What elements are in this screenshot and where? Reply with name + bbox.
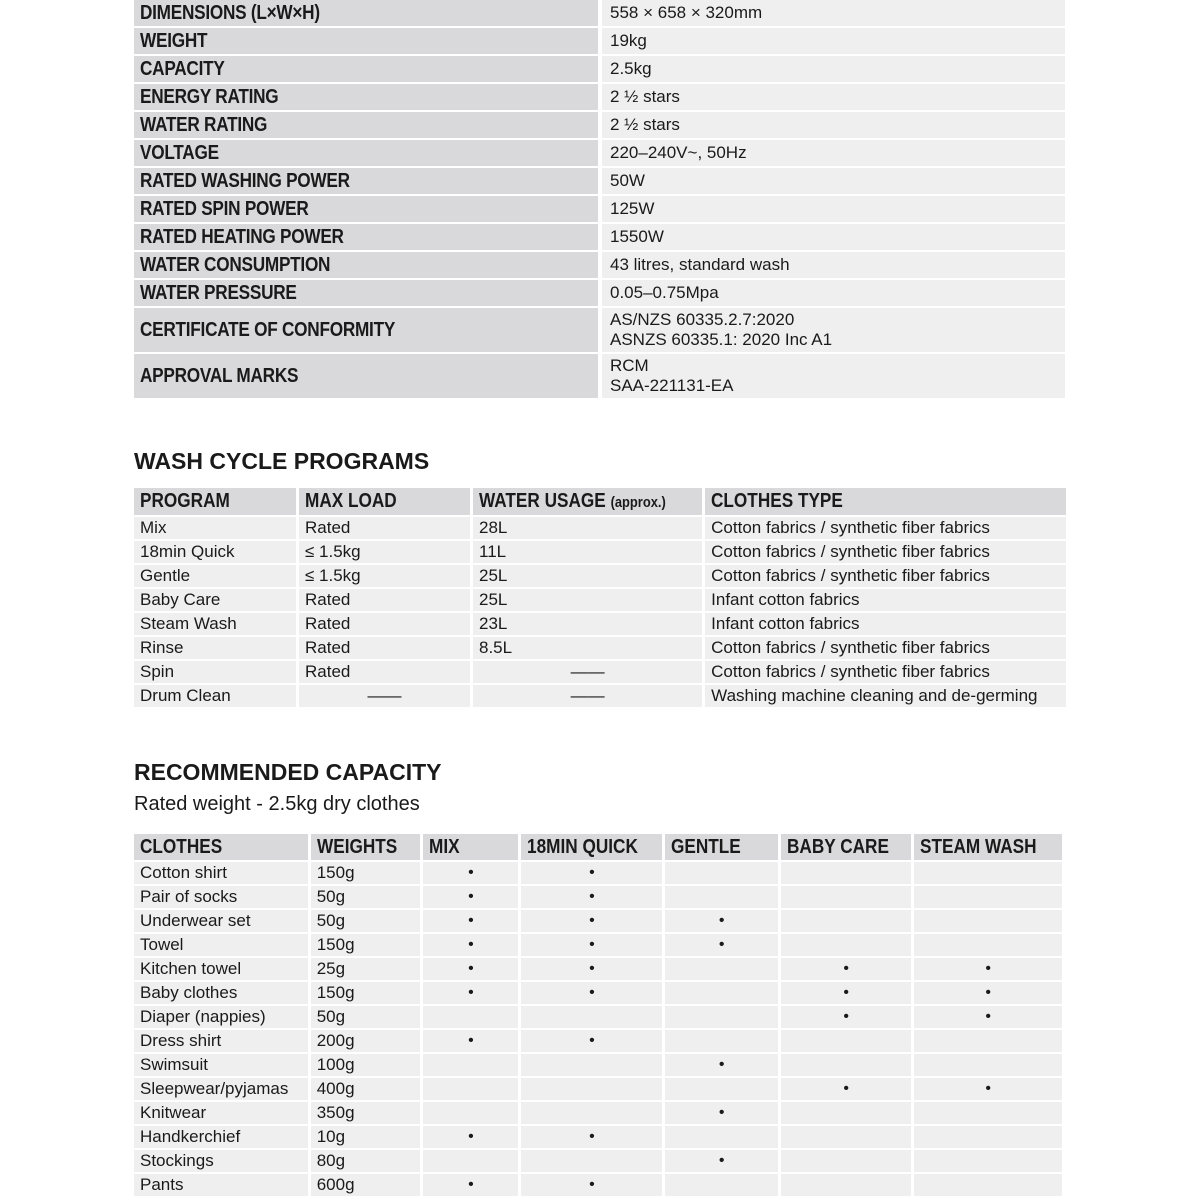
- clothes-weight: 350g: [309, 1101, 422, 1125]
- suitability-quick: [520, 1005, 664, 1029]
- clothes-item: Towel: [134, 933, 309, 957]
- program-name: 18min Quick: [134, 540, 298, 564]
- spec-value-line: SAA-221131-EA: [610, 376, 734, 395]
- suitability-baby: [779, 861, 913, 885]
- suitability-baby: •: [779, 957, 913, 981]
- capacity-row: [134, 957, 1062, 981]
- col-water-usage: WATER USAGE (approx.): [472, 488, 704, 516]
- clothes-weight: 200g: [309, 1029, 422, 1053]
- capacity-row: [134, 885, 1062, 909]
- program-max-load: ≤ 1.5kg: [298, 540, 472, 564]
- suitability-quick: •: [520, 1173, 664, 1197]
- suitability-quick: [520, 1149, 664, 1173]
- spec-value: 50W: [600, 167, 1065, 195]
- program-max-load: Rated: [298, 636, 472, 660]
- suitability-steam: [913, 1125, 1062, 1149]
- clothes-weight: 400g: [309, 1077, 422, 1101]
- clothes-weight: 150g: [309, 861, 422, 885]
- suitability-quick: •: [520, 1125, 664, 1149]
- spec-label: RATED SPIN POWER: [134, 195, 600, 223]
- program-clothes-type: Cotton fabrics / synthetic fiber fabrics: [704, 660, 1066, 684]
- suitability-mix: •: [422, 933, 520, 957]
- suitability-mix: [422, 1077, 520, 1101]
- spec-row: [134, 167, 1065, 195]
- program-clothes-type: Cotton fabrics / synthetic fiber fabrics: [704, 540, 1066, 564]
- program-clothes-type: Cotton fabrics / synthetic fiber fabrics: [704, 516, 1066, 540]
- program-name: Gentle: [134, 564, 298, 588]
- program-clothes-type: Washing machine cleaning and de-germing: [704, 684, 1066, 708]
- suitability-quick: •: [520, 861, 664, 885]
- program-water-usage: ——: [472, 684, 704, 708]
- suitability-baby: [779, 1173, 913, 1197]
- program-max-load: Rated: [298, 612, 472, 636]
- suitability-quick: [520, 1077, 664, 1101]
- spec-label: WATER CONSUMPTION: [134, 251, 600, 279]
- col-clothes: CLOTHES: [134, 834, 309, 861]
- spec-row: [134, 139, 1065, 167]
- suitability-gentle: [664, 1173, 779, 1197]
- capacity-row: [134, 1029, 1062, 1053]
- program-max-load: Rated: [298, 660, 472, 684]
- suitability-gentle: •: [664, 909, 779, 933]
- spec-label: RATED HEATING POWER: [134, 223, 600, 251]
- suitability-quick: •: [520, 909, 664, 933]
- spec-value-line: ASNZS 60335.1: 2020 Inc A1: [610, 330, 833, 349]
- spec-value: 220–240V~, 50Hz: [600, 139, 1065, 167]
- suitability-gentle: [664, 1077, 779, 1101]
- suitability-mix: [422, 1101, 520, 1125]
- spec-value: [600, 353, 1065, 399]
- program-row: [134, 684, 1066, 708]
- program-max-load: ≤ 1.5kg: [298, 564, 472, 588]
- program-water-usage: 23L: [472, 612, 704, 636]
- suitability-baby: [779, 933, 913, 957]
- suitability-gentle: [664, 1125, 779, 1149]
- program-name: Spin: [134, 660, 298, 684]
- suitability-mix: •: [422, 909, 520, 933]
- programs-header-row: [134, 488, 1066, 516]
- clothes-item: Knitwear: [134, 1101, 309, 1125]
- program-max-load: Rated: [298, 516, 472, 540]
- capacity-row: [134, 933, 1062, 957]
- suitability-mix: •: [422, 981, 520, 1005]
- clothes-item: Handkerchief: [134, 1125, 309, 1149]
- spec-row: [134, 251, 1065, 279]
- capacity-row: [134, 1077, 1062, 1101]
- spec-value: 0.05–0.75Mpa: [600, 279, 1065, 307]
- program-water-usage: 11L: [472, 540, 704, 564]
- suitability-quick: •: [520, 957, 664, 981]
- spec-row: [134, 111, 1065, 139]
- suitability-steam: •: [913, 1005, 1062, 1029]
- col-18min-quick: 18MIN QUICK: [520, 834, 664, 861]
- suitability-mix: [422, 1053, 520, 1077]
- suitability-gentle: [664, 957, 779, 981]
- spec-value: 19kg: [600, 27, 1065, 55]
- suitability-quick: [520, 1101, 664, 1125]
- programs-table: [134, 488, 1066, 709]
- clothes-weight: 25g: [309, 957, 422, 981]
- spec-value-line: RCM: [610, 356, 649, 375]
- col-gentle: GENTLE: [664, 834, 779, 861]
- program-row: [134, 612, 1066, 636]
- suitability-steam: [913, 909, 1062, 933]
- spec-row: [134, 307, 1065, 353]
- suitability-steam: •: [913, 981, 1062, 1005]
- spec-row: [134, 83, 1065, 111]
- suitability-steam: [913, 933, 1062, 957]
- program-clothes-type: Infant cotton fabrics: [704, 588, 1066, 612]
- capacity-title: RECOMMENDED CAPACITY: [134, 759, 442, 785]
- suitability-steam: [913, 1101, 1062, 1125]
- clothes-item: Diaper (nappies): [134, 1005, 309, 1029]
- capacity-row: [134, 909, 1062, 933]
- suitability-gentle: •: [664, 1053, 779, 1077]
- program-max-load: Rated: [298, 588, 472, 612]
- clothes-weight: 600g: [309, 1173, 422, 1197]
- suitability-baby: [779, 1029, 913, 1053]
- clothes-item: Pair of socks: [134, 885, 309, 909]
- program-row: [134, 564, 1066, 588]
- water-usage-note: (approx.): [610, 494, 666, 511]
- suitability-quick: •: [520, 981, 664, 1005]
- programs-body: [134, 516, 1066, 708]
- suitability-gentle: •: [664, 1149, 779, 1173]
- suitability-mix: •: [422, 885, 520, 909]
- clothes-item: Pants: [134, 1173, 309, 1197]
- spec-row: [134, 223, 1065, 251]
- capacity-row: [134, 1149, 1062, 1173]
- suitability-steam: [913, 1149, 1062, 1173]
- clothes-weight: 80g: [309, 1149, 422, 1173]
- clothes-weight: 150g: [309, 933, 422, 957]
- clothes-item: Swimsuit: [134, 1053, 309, 1077]
- program-row: [134, 540, 1066, 564]
- spec-row: [134, 195, 1065, 223]
- capacity-table: [134, 834, 1062, 1198]
- clothes-weight: 150g: [309, 981, 422, 1005]
- spec-label: WATER RATING: [134, 111, 600, 139]
- suitability-quick: [520, 1053, 664, 1077]
- suitability-mix: •: [422, 1125, 520, 1149]
- program-name: Steam Wash: [134, 612, 298, 636]
- suitability-baby: [779, 1149, 913, 1173]
- program-name: Mix: [134, 516, 298, 540]
- col-baby-care: BABY CARE: [779, 834, 913, 861]
- suitability-quick: •: [520, 933, 664, 957]
- spec-value: 43 litres, standard wash: [600, 251, 1065, 279]
- col-clothes-type: CLOTHES TYPE: [704, 488, 1066, 516]
- spec-label: CERTIFICATE OF CONFORMITY: [134, 307, 600, 353]
- col-weights: WEIGHTS: [309, 834, 422, 861]
- suitability-mix: •: [422, 1029, 520, 1053]
- program-water-usage: 8.5L: [472, 636, 704, 660]
- clothes-item: Dress shirt: [134, 1029, 309, 1053]
- clothes-weight: 50g: [309, 885, 422, 909]
- suitability-steam: [913, 1173, 1062, 1197]
- program-row: [134, 660, 1066, 684]
- spec-label: WATER PRESSURE: [134, 279, 600, 307]
- spec-label: WEIGHT: [134, 27, 600, 55]
- suitability-baby: •: [779, 1005, 913, 1029]
- program-water-usage: 25L: [472, 588, 704, 612]
- clothes-weight: 50g: [309, 909, 422, 933]
- program-name: Drum Clean: [134, 684, 298, 708]
- suitability-quick: •: [520, 885, 664, 909]
- clothes-weight: 100g: [309, 1053, 422, 1077]
- program-row: [134, 636, 1066, 660]
- suitability-steam: •: [913, 1077, 1062, 1101]
- capacity-row: [134, 981, 1062, 1005]
- spec-label: CAPACITY: [134, 55, 600, 83]
- program-name: Rinse: [134, 636, 298, 660]
- spec-value: 2 ½ stars: [600, 83, 1065, 111]
- col-mix: MIX: [422, 834, 520, 861]
- spec-row: [134, 27, 1065, 55]
- program-water-usage: 25L: [472, 564, 704, 588]
- capacity-body: [134, 861, 1062, 1197]
- spec-label: ENERGY RATING: [134, 83, 600, 111]
- clothes-item: Stockings: [134, 1149, 309, 1173]
- capacity-subtitle: Rated weight - 2.5kg dry clothes: [134, 793, 420, 815]
- spec-value: 1550W: [600, 223, 1065, 251]
- program-water-usage: 28L: [472, 516, 704, 540]
- spec-value: 125W: [600, 195, 1065, 223]
- spec-value: [600, 307, 1065, 353]
- capacity-row: [134, 861, 1062, 885]
- spec-row: [134, 353, 1065, 399]
- clothes-weight: 10g: [309, 1125, 422, 1149]
- spec-label: APPROVAL MARKS: [134, 353, 600, 399]
- capacity-row: [134, 1053, 1062, 1077]
- suitability-baby: [779, 909, 913, 933]
- suitability-steam: [913, 1029, 1062, 1053]
- clothes-item: Kitchen towel: [134, 957, 309, 981]
- suitability-gentle: [664, 861, 779, 885]
- capacity-row: [134, 1005, 1062, 1029]
- clothes-item: Underwear set: [134, 909, 309, 933]
- spec-label: DIMENSIONS (L×W×H): [134, 0, 600, 27]
- suitability-baby: [779, 1053, 913, 1077]
- clothes-item: Cotton shirt: [134, 861, 309, 885]
- col-steam-wash: STEAM WASH: [913, 834, 1062, 861]
- spec-value: 2 ½ stars: [600, 111, 1065, 139]
- suitability-quick: •: [520, 1029, 664, 1053]
- capacity-row: [134, 1101, 1062, 1125]
- program-clothes-type: Cotton fabrics / synthetic fiber fabrics: [704, 636, 1066, 660]
- spec-label: VOLTAGE: [134, 139, 600, 167]
- suitability-gentle: •: [664, 933, 779, 957]
- spec-row: [134, 279, 1065, 307]
- program-row: [134, 516, 1066, 540]
- program-clothes-type: Cotton fabrics / synthetic fiber fabrics: [704, 564, 1066, 588]
- suitability-steam: [913, 861, 1062, 885]
- suitability-gentle: [664, 885, 779, 909]
- spec-value: 558 × 658 × 320mm: [600, 0, 1065, 27]
- capacity-row: [134, 1125, 1062, 1149]
- suitability-mix: •: [422, 861, 520, 885]
- col-max-load: MAX LOAD: [298, 488, 472, 516]
- capacity-row: [134, 1173, 1062, 1197]
- spec-label: RATED WASHING POWER: [134, 167, 600, 195]
- program-water-usage: ——: [472, 660, 704, 684]
- suitability-gentle: [664, 1005, 779, 1029]
- suitability-mix: [422, 1005, 520, 1029]
- spec-row: [134, 55, 1065, 83]
- suitability-gentle: [664, 1029, 779, 1053]
- spec-table: [134, 0, 1065, 400]
- spec-value-line: AS/NZS 60335.2.7:2020: [610, 310, 795, 329]
- suitability-baby: [779, 1125, 913, 1149]
- program-max-load: ——: [298, 684, 472, 708]
- suitability-steam: [913, 885, 1062, 909]
- suitability-baby: [779, 1101, 913, 1125]
- suitability-steam: [913, 1053, 1062, 1077]
- spec-row: [134, 0, 1065, 27]
- suitability-mix: •: [422, 957, 520, 981]
- suitability-baby: •: [779, 1077, 913, 1101]
- suitability-gentle: [664, 981, 779, 1005]
- suitability-baby: [779, 885, 913, 909]
- program-row: [134, 588, 1066, 612]
- spec-value: 2.5kg: [600, 55, 1065, 83]
- suitability-mix: [422, 1149, 520, 1173]
- program-clothes-type: Infant cotton fabrics: [704, 612, 1066, 636]
- capacity-header-row: [134, 834, 1062, 861]
- clothes-weight: 50g: [309, 1005, 422, 1029]
- suitability-baby: •: [779, 981, 913, 1005]
- program-name: Baby Care: [134, 588, 298, 612]
- col-program: PROGRAM: [134, 488, 298, 516]
- suitability-mix: •: [422, 1173, 520, 1197]
- clothes-item: Baby clothes: [134, 981, 309, 1005]
- clothes-item: Sleepwear/pyjamas: [134, 1077, 309, 1101]
- suitability-gentle: •: [664, 1101, 779, 1125]
- programs-title: WASH CYCLE PROGRAMS: [134, 448, 430, 474]
- suitability-steam: •: [913, 957, 1062, 981]
